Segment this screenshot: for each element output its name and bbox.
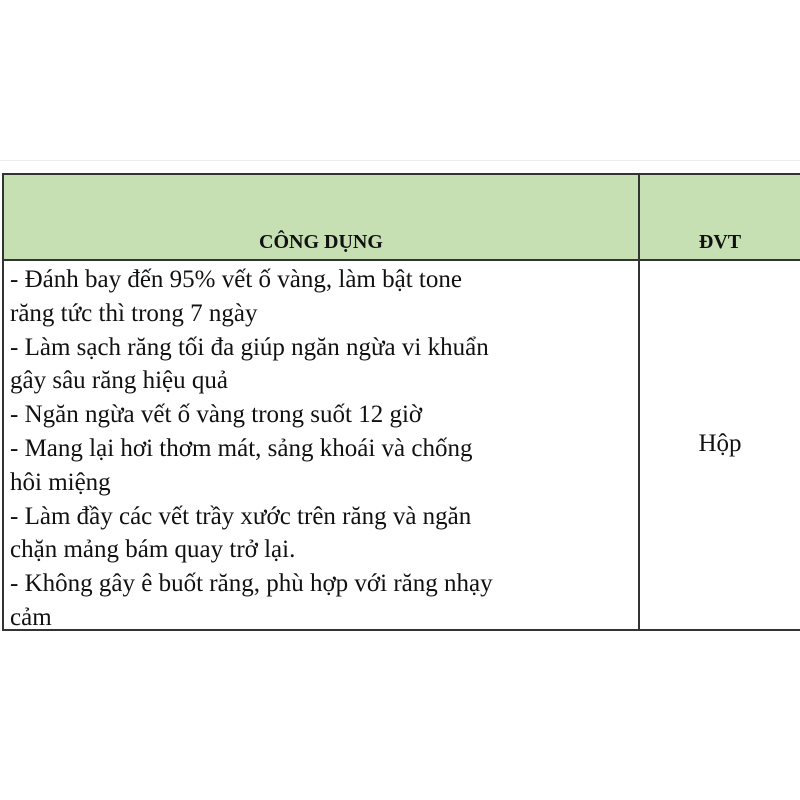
usage-line: - Làm sạch răng tối đa giúp ngăn ngừa vi khuẩn — [10, 333, 489, 361]
usage-line: chặn mảng bám quay trở lại. — [10, 536, 296, 564]
usage-line: - Không gây ê buốt răng, phù hợp với răng nhạy — [10, 570, 493, 598]
usage-line: - Làm đầy các vết trầy xước trên răng và ngăn — [10, 502, 472, 530]
usage-line: - Ngăn ngừa vết ố vàng trong suốt 12 giờ — [10, 401, 423, 429]
usage-cell — [10, 263, 636, 635]
usage-line: - Đánh bay đến 95% vết ố vàng, làm bật tone — [10, 266, 462, 293]
usage-line: cảm — [10, 603, 52, 631]
column-divider — [638, 175, 640, 629]
header-row — [4, 175, 800, 261]
usage-line: - Mang lại hơi thơm mát, sảng khoái và chống — [10, 434, 473, 462]
product-table — [2, 173, 800, 631]
usage-line: gây sâu răng hiệu quả — [10, 367, 228, 395]
usage-line: răng tức thì trong 7 ngày — [10, 299, 258, 327]
header-usage: CÔNG DỤNG — [259, 231, 383, 253]
unit-cell: Hộp — [698, 430, 742, 457]
divider — [0, 160, 800, 161]
header-unit: ĐVT — [698, 231, 742, 253]
usage-line: hôi miệng — [10, 468, 111, 496]
